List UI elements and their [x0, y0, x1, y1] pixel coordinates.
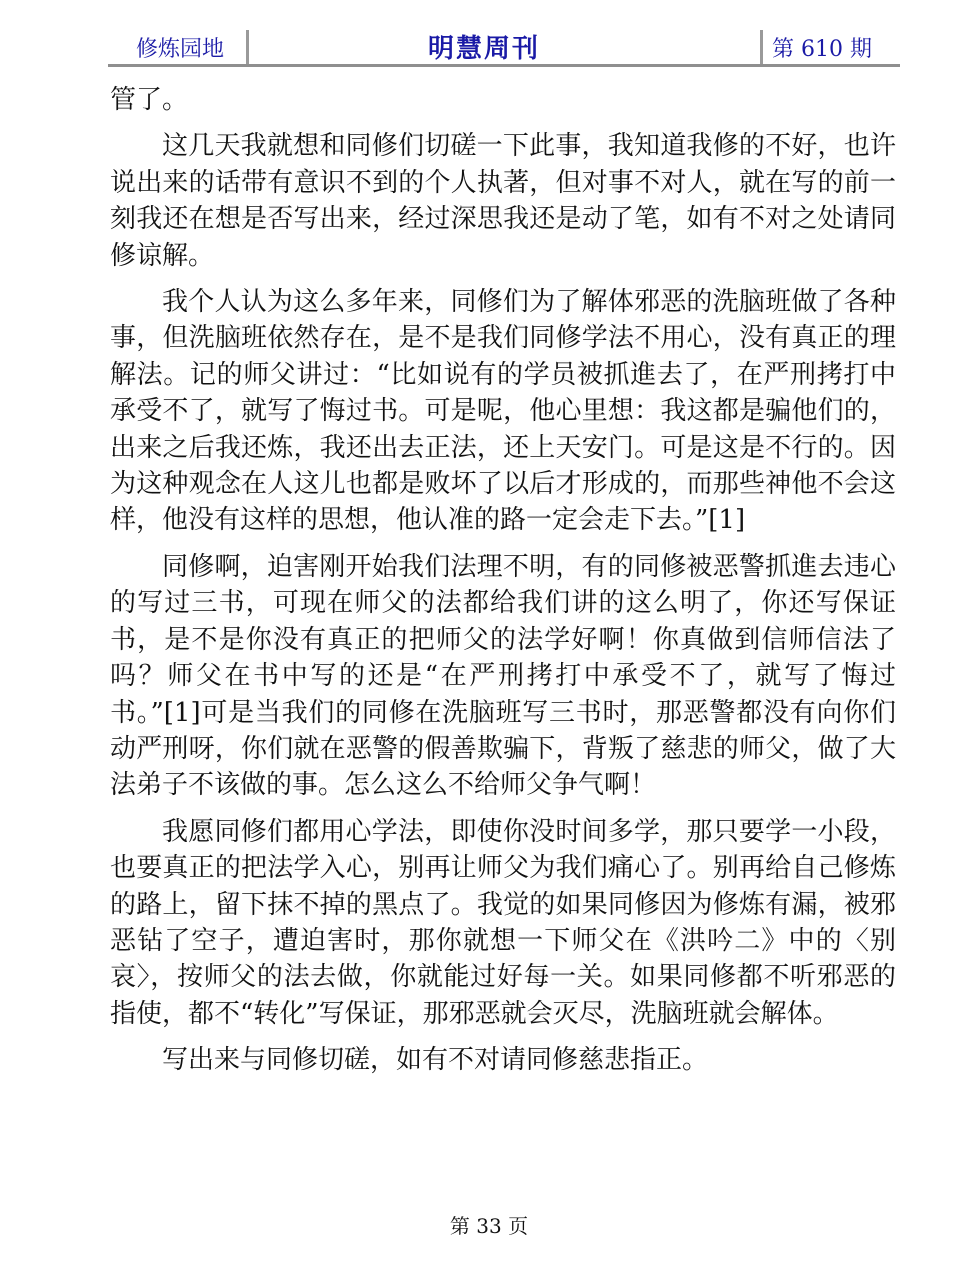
- publication-title: 明慧周刊: [428, 34, 541, 64]
- paragraph: 这几天我就想和同修们切磋一下此事，我知道我修的不好，也许说出来的话带有意识不到的个人执著，但对事不对人，就在写的前一刻我还在想是否写出来，经过深思我还是动了笔，如有不对之处请同修谅解。: [110, 131, 896, 271]
- article-body: [110, 82, 896, 1089]
- issue-number: 第 610 期: [772, 37, 872, 62]
- page-header: [108, 28, 900, 66]
- paragraph: 我愿同修们都用心学法，即使你没时间多学，那只要学一小段，也要真正的把法学入心，别再让师父为我们痛心了。别再给自己修炼的路上，留下抹不掉的黑点了。我觉的如果同修因为修炼有漏，被邪恶钻了空子，遭迫害时，那你就想一下师父在《洪吟二》中的〈别哀〉，按师父的法去做，你就能过好每一关。如果同修都不听邪恶的指使，都不“转化”写保证，那邪恶就会灭尽，洗脑班就会解体。: [110, 816, 896, 1029]
- paragraph: 写出来与同修切磋，如有不对请同修慈悲指正。: [162, 1045, 709, 1076]
- paragraph-continuation: 管了。: [110, 85, 189, 115]
- header-rule: [108, 64, 900, 67]
- paragraph: 我个人认为这么多年来，同修们为了解体邪恶的洗脑班做了各种事，但洗脑班依然存在，是不是我们同修学法不用心，没有真正的理解法。记的师父讲过：“比如说有的学员被抓進去了，在严刑拷打中承受不了，就写了悔过书。可是呢，他心里想：我这都是骗他们的，出来之后我还炼，我还出去正法，还上天安门。可是这是不行的。因为这种观念在人这儿也都是败坏了以后才形成的，而那些神他不会这样，他没有这样的思想，他认准的路一定会走下去。”[1]: [110, 287, 896, 536]
- paragraph: 同修啊，迫害刚开始我们法理不明，有的同修被恶警抓進去违心的写过三书，可现在师父的法都给我们讲的这么明了，你还写保证书，是不是你没有真正的把师父的法学好啊！你真做到信师信法了吗？师父在书中写的还是“在严刑拷打中承受不了，就写了悔过书。”[1]可是当我们的同修在洗脑班写三书时，那恶警都没有向你们动严刑呀，你们就在恶警的假善欺骗下，背叛了慈悲的师父，做了大法弟子不该做的事。怎么这么不给师父争气啊！: [110, 551, 896, 801]
- section-title: 修炼园地: [136, 37, 225, 62]
- header-divider-right: [760, 30, 763, 64]
- page-number: 第 33 页: [449, 1214, 529, 1238]
- header-divider-left: [246, 30, 249, 64]
